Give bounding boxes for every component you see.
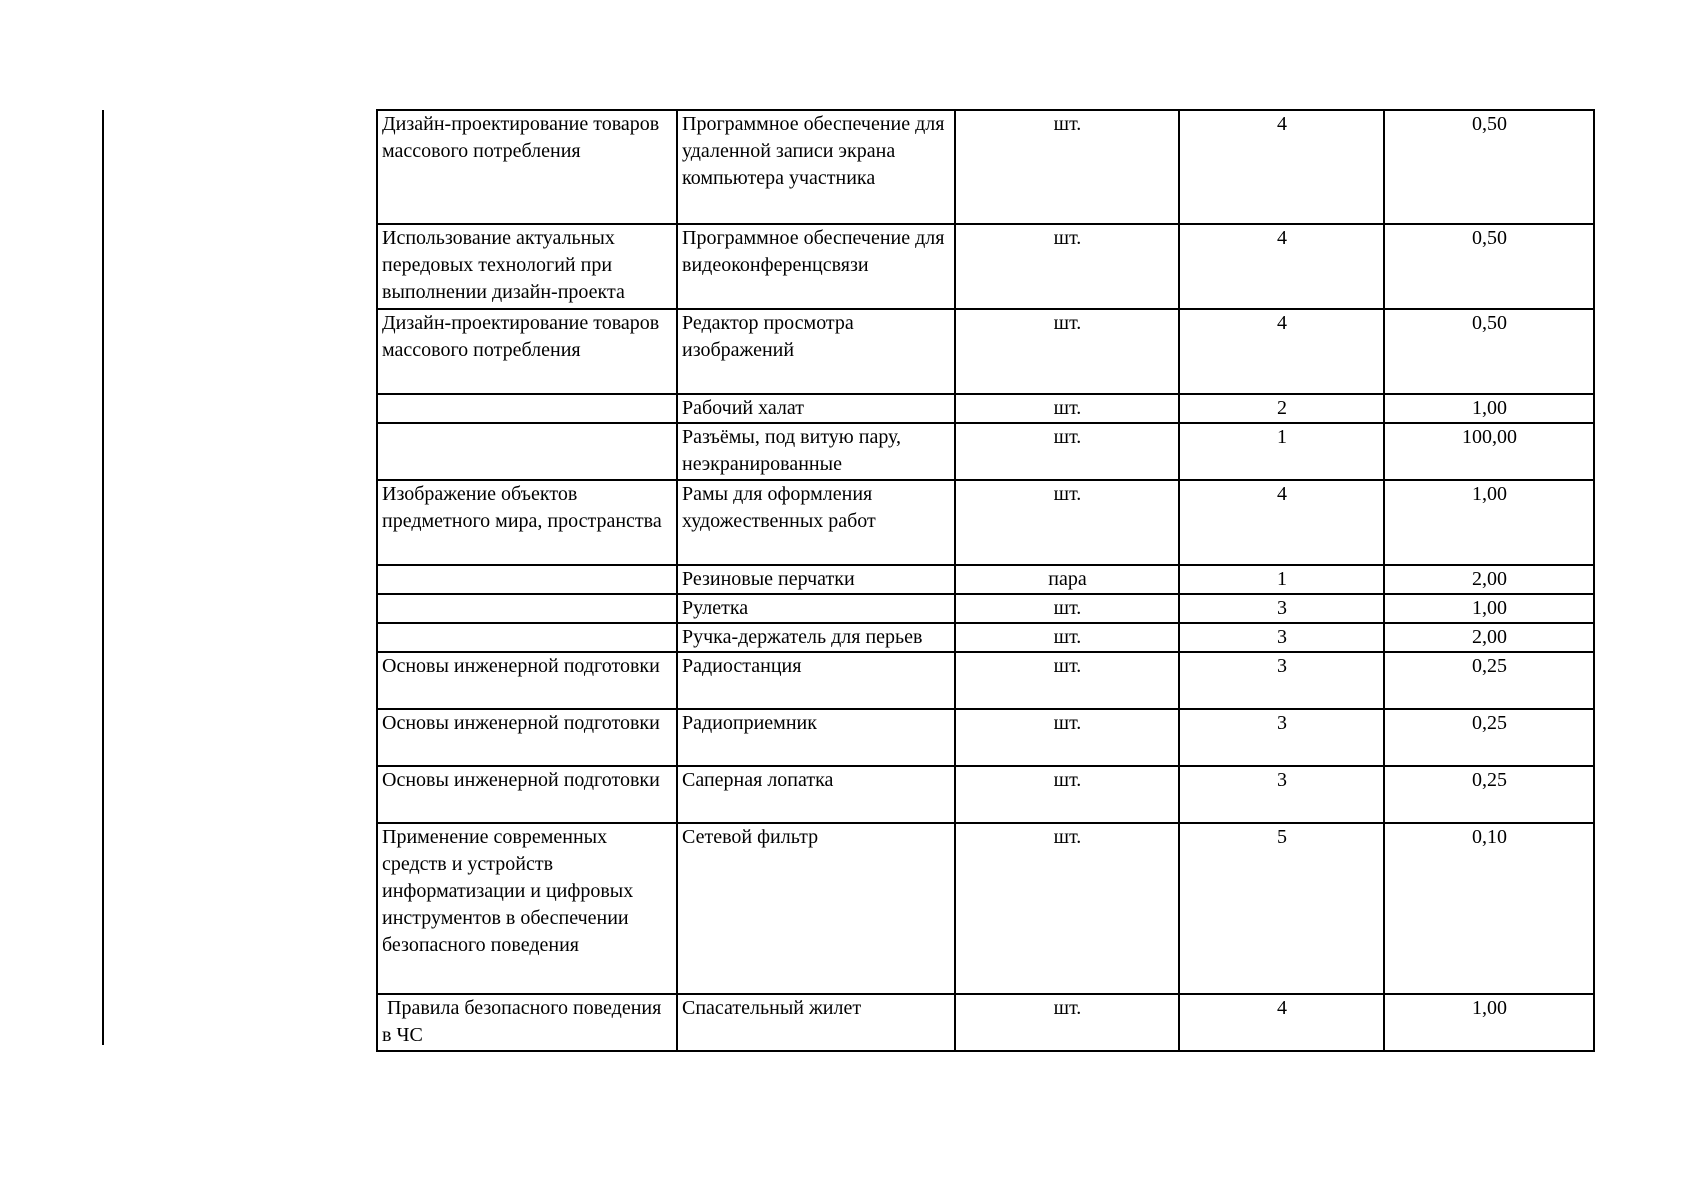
item-cell: Саперная лопатка [677, 766, 955, 823]
norm-cell: 1,00 [1384, 480, 1594, 565]
norm-cell: 0,50 [1384, 110, 1594, 224]
quantity-cell: 1 [1179, 423, 1384, 480]
norm-cell: 1,00 [1384, 594, 1594, 623]
unit-cell: шт. [955, 623, 1179, 652]
item-cell: Программное обеспечение для удаленной записи экрана компьютера участника [677, 110, 955, 224]
quantity-cell: 4 [1179, 994, 1384, 1051]
table-row [377, 423, 1594, 480]
item-cell: Ручка-держатель для перьев [677, 623, 955, 652]
discipline-cell: Применение современных средств и устройств информатизации и цифровых инструментов в обеспечении безопасного поведения [377, 823, 677, 994]
norm-cell: 0,10 [1384, 823, 1594, 994]
discipline-cell: Основы инженерной подготовки [377, 766, 677, 823]
discipline-cell [377, 594, 677, 623]
discipline-cell: Основы инженерной подготовки [377, 709, 677, 766]
table-row [377, 623, 1594, 652]
norm-cell: 2,00 [1384, 623, 1594, 652]
table-row [377, 110, 1594, 224]
norm-cell: 1,00 [1384, 994, 1594, 1051]
discipline-cell: Основы инженерной подготовки [377, 652, 677, 709]
unit-cell: шт. [955, 394, 1179, 423]
quantity-cell: 3 [1179, 652, 1384, 709]
discipline-cell: Изображение объектов предметного мира, пространства [377, 480, 677, 565]
table-row [377, 823, 1594, 994]
unit-cell: шт. [955, 766, 1179, 823]
quantity-cell: 2 [1179, 394, 1384, 423]
table-row [377, 224, 1594, 309]
quantity-cell: 3 [1179, 709, 1384, 766]
table-row [377, 594, 1594, 623]
unit-cell: шт. [955, 480, 1179, 565]
item-cell: Разъёмы, под витую пару, неэкранированные [677, 423, 955, 480]
unit-cell: шт. [955, 224, 1179, 309]
item-cell: Резиновые перчатки [677, 565, 955, 594]
norm-cell: 0,50 [1384, 224, 1594, 309]
norm-cell: 0,50 [1384, 309, 1594, 394]
quantity-cell: 4 [1179, 309, 1384, 394]
discipline-cell [377, 565, 677, 594]
unit-cell: шт. [955, 110, 1179, 224]
page-margin-rule [102, 110, 104, 1045]
table-row [377, 994, 1594, 1051]
quantity-cell: 3 [1179, 594, 1384, 623]
table-body [377, 110, 1594, 1051]
discipline-cell [377, 423, 677, 480]
quantity-cell: 4 [1179, 224, 1384, 309]
unit-cell: шт. [955, 709, 1179, 766]
quantity-cell: 5 [1179, 823, 1384, 994]
item-cell: Сетевой фильтр [677, 823, 955, 994]
discipline-cell: Правила безопасного поведения в ЧС [377, 994, 677, 1051]
quantity-cell: 4 [1179, 480, 1384, 565]
table-row [377, 394, 1594, 423]
discipline-cell: Дизайн-проектирование товаров массового потребления [377, 110, 677, 224]
unit-cell: шт. [955, 423, 1179, 480]
quantity-cell: 3 [1179, 623, 1384, 652]
equipment-table [376, 109, 1595, 1052]
discipline-cell [377, 623, 677, 652]
item-cell: Спасательный жилет [677, 994, 955, 1051]
unit-cell: пара [955, 565, 1179, 594]
unit-cell: шт. [955, 823, 1179, 994]
table-row [377, 652, 1594, 709]
quantity-cell: 4 [1179, 110, 1384, 224]
unit-cell: шт. [955, 994, 1179, 1051]
table-row [377, 709, 1594, 766]
norm-cell: 1,00 [1384, 394, 1594, 423]
table-row [377, 766, 1594, 823]
item-cell: Рулетка [677, 594, 955, 623]
item-cell: Программное обеспечение для видеоконференцсвязи [677, 224, 955, 309]
norm-cell: 2,00 [1384, 565, 1594, 594]
quantity-cell: 1 [1179, 565, 1384, 594]
norm-cell: 0,25 [1384, 652, 1594, 709]
table-row [377, 565, 1594, 594]
unit-cell: шт. [955, 652, 1179, 709]
norm-cell: 100,00 [1384, 423, 1594, 480]
unit-cell: шт. [955, 309, 1179, 394]
item-cell: Редактор просмотра изображений [677, 309, 955, 394]
discipline-cell [377, 394, 677, 423]
item-cell: Рамы для оформления художественных работ [677, 480, 955, 565]
item-cell: Радиоприемник [677, 709, 955, 766]
table-row [377, 480, 1594, 565]
norm-cell: 0,25 [1384, 709, 1594, 766]
item-cell: Рабочий халат [677, 394, 955, 423]
norm-cell: 0,25 [1384, 766, 1594, 823]
quantity-cell: 3 [1179, 766, 1384, 823]
table-row [377, 309, 1594, 394]
discipline-cell: Дизайн-проектирование товаров массового потребления [377, 309, 677, 394]
discipline-cell: Использование актуальных передовых технологий при выполнении дизайн-проекта [377, 224, 677, 309]
unit-cell: шт. [955, 594, 1179, 623]
item-cell: Радиостанция [677, 652, 955, 709]
